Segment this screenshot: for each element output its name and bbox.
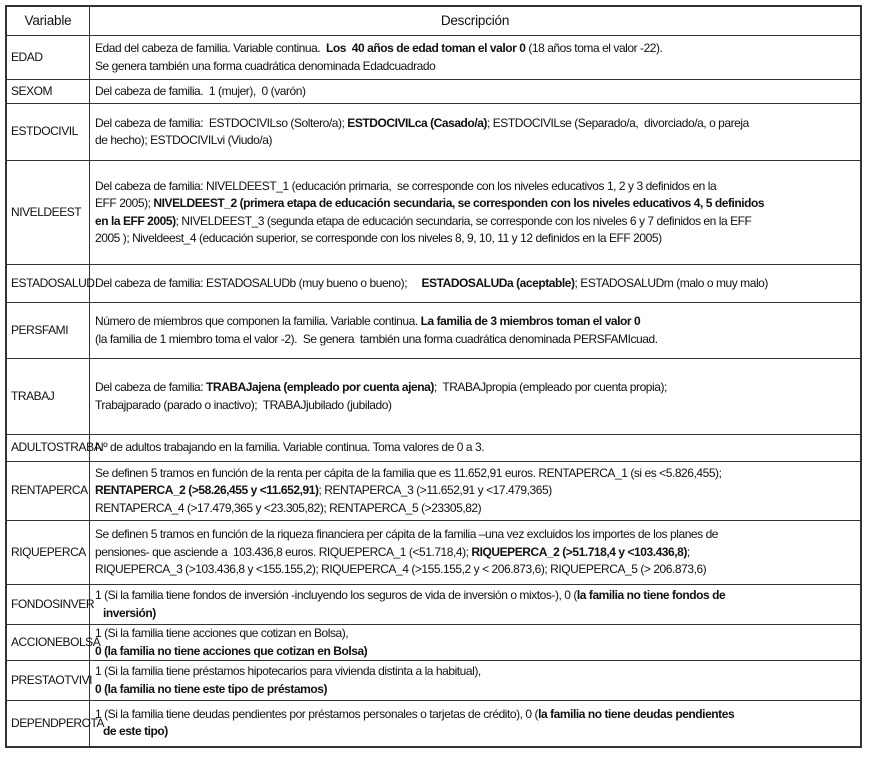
variable-description [90,661,862,701]
description-line [95,83,855,101]
variable-name: ADULTOSTRABA [6,435,90,462]
bold-text: RIQUEPERCA_2 (>51.718,4 y <103.436,8) [471,544,687,559]
variable-name: SEXOM [6,80,90,104]
table-row [6,625,861,661]
variable-description [90,521,862,585]
header-descripcion: Descripción [90,6,862,36]
variable-name: PERSFAMI [6,303,90,359]
variable-description [90,625,862,661]
text: ; TRABAJpropia (empleado por cuenta propia); [433,380,667,394]
variable-description [90,701,862,747]
description-line [95,465,855,483]
text: EFF 2005); [95,196,154,210]
variable-description [90,359,862,435]
text: (18 años toma el valor -22). [525,41,663,55]
bold-text: la familia no tiene fondos de [576,588,726,602]
text: 1 (Si la familia tiene fondos de inversión -incluyendo los seguros de vida de inversión o mixtos-), 0 ( [95,588,577,602]
text: Se genera también una forma cuadrática denominada Edadcuadrado [95,58,436,73]
text: 1 (Si la familia tiene deudas pendientes por préstamos personales o tarjetas de crédito), 0 ( [95,706,539,721]
bold-text: 0 (la familia no tiene este tipo de préstamos) [95,681,328,696]
variable-name: ESTDOCIVIL [6,104,90,161]
bold-text: ESTADOSALUDa (aceptable) [421,275,575,290]
variables-table [5,5,862,748]
bold-text: de este tipo) [103,724,168,739]
table-row [6,701,861,747]
description-line [95,663,855,681]
table-row [6,161,861,265]
bold-text: RENTAPERCA_2 (>58.26,455 y <11.652,91) [95,483,319,498]
variable-name: NIVELDEEST [6,161,90,265]
variable-name: ESTADOSALUD [6,265,90,303]
variable-name: FONDOSINVER [6,585,90,625]
bold-text: en la EFF 2005) [95,213,176,228]
variable-name: PRESTAOTVIVI [6,661,90,701]
bold-text: NIVELDEEST_2 (primera etapa de educación secundaria, se corresponden con los niveles educativos 4, 5 definidos [153,196,765,210]
text: Del cabeza de familia. 1 (mujer), 0 (varón) [95,83,306,98]
description-line [95,439,855,457]
table-row [6,303,861,359]
text: (la familia de 1 miembro toma el valor -2). Se genera también una forma cuadrática denominada PERSFAMIcuad. [95,331,658,346]
description-line [95,132,855,150]
variable-name: EDAD [6,36,90,80]
text: RENTAPERCA_4 (>17.479,365 y <23.305,82); RENTAPERCA_5 (>23305,82) [95,500,482,515]
text: ; ESTDOCIVILse (Separado/a, divorciado/a, o pareja [486,115,749,130]
description-line [95,681,855,699]
text: Se definen 5 tramos en función de la renta per cápita de la familia que es 11.652,91 euros. RENTAPERCA_1 (si es <5.826,455); [95,465,722,480]
text: ; RENTAPERCA_3 (>11.652,91 y <17.479,365) [318,483,552,498]
text: Del cabeza de familia: ESTADOSALUDb (muy bueno o bueno); [95,275,422,290]
variable-name: DEPENDPEROTA [6,701,90,747]
bold-text: La familia de 3 miembros toman el valor 0 [420,314,641,328]
description-line [95,723,855,741]
header-variable: Variable [6,6,90,36]
description-line [95,526,855,544]
variable-name: ACCIONEBOLSA [6,625,90,661]
bold-text: 0 (la familia no tiene acciones que cotizan en Bolsa) [95,643,368,658]
description-line [95,115,855,133]
variable-description [90,80,862,104]
bold-text: inversión) [103,605,156,620]
table-row [6,80,861,104]
description-line [95,397,855,415]
description-line [95,482,855,500]
text: Número de miembros que componen la familia. Variable continua. [95,314,421,328]
description-line [95,706,855,724]
text: pensiones- que asciende a 103.436,8 euros. RIQUEPERCA_1 (<51.718,4); [95,544,472,559]
description-line [95,178,855,196]
description-line [95,213,855,231]
table-row [6,462,861,521]
text: Del cabeza de familia: ESTDOCIVILso (Soltero/a); [95,115,348,130]
text: Trabajparado (parado o inactivo); TRABAJjubilado (jubilado) [95,397,392,412]
description-line [95,58,855,76]
description-line [95,313,855,331]
text: Nº de adultos trabajando en la familia. Variable continua. Toma valores de 0 a 3. [95,440,485,455]
description-line [95,605,855,623]
variable-name: RENTAPERCA [6,462,90,521]
bold-text: la familia no tiene deudas pendientes [538,706,735,721]
text: RIQUEPERCA_3 (>103.436,8 y <155.155,2); RIQUEPERCA_4 (>155.155,2 y < 206.873,6); RIQUEPERCA_5 (> 206.873,6) [95,562,707,577]
description-line [95,643,855,661]
text: de hecho); ESTDOCIVILvi (Viudo/a) [95,133,273,147]
description-line [95,625,855,643]
text: 1 (Si la familia tiene préstamos hipotecarios para vivienda distinta a la habitual), [95,664,481,678]
description-line [95,40,855,58]
text: 2005 ); Niveldeest_4 (educación superior, se corresponde con los niveles 8, 9, 10, 11 y 12 definidos en la EFF 2005) [95,231,662,245]
description-line [95,195,855,213]
table-row [6,265,861,303]
description-line [95,230,855,248]
table-row [6,585,861,625]
text: Edad del cabeza de familia. Variable continua. [95,41,327,55]
table-row [6,36,861,80]
text: Del cabeza de familia: [95,380,207,394]
bold-text: Los 40 años de edad toman el valor 0 [326,41,526,55]
variable-description [90,462,862,521]
table-row [6,521,861,585]
table-row [6,104,861,161]
variable-description [90,303,862,359]
table-row [6,359,861,435]
description-line [95,587,855,605]
text: 1 (Si la familia tiene acciones que cotizan en Bolsa), [95,626,349,640]
description-line [95,544,855,562]
description-line [95,331,855,349]
variable-name: RIQUEPERCA [6,521,90,585]
description-line [95,500,855,518]
text: Se definen 5 tramos en función de la riqueza financiera per cápita de la familia –una vez excluidos los importes de los planes de [95,527,719,542]
description-line [95,561,855,579]
variable-description [90,435,862,462]
variable-description [90,161,862,265]
variable-description [90,104,862,161]
header-row [6,6,861,36]
variable-description [90,36,862,80]
text: ; NIVELDEEST_3 (segunda etapa de educación secundaria, se corresponde con los niveles 6 y 7 definidos en la EFF [175,213,752,228]
description-line [95,275,855,293]
variable-name: TRABAJ [6,359,90,435]
text: Del cabeza de familia: NIVELDEEST_1 (educación primaria, se corresponde con los niveles educativos 1, 2 y 3 definidos en la [95,178,717,193]
description-line [95,379,855,397]
text: ; ESTADOSALUDm (malo o muy malo) [574,275,768,290]
table-row [6,661,861,701]
bold-text: ESTDOCIVILca (Casado/a) [347,115,487,130]
variable-description [90,265,862,303]
variable-description [90,585,862,625]
text: ; [686,544,690,559]
table-row [6,435,861,462]
bold-text: TRABAJajena (empleado por cuenta ajena) [206,380,434,394]
